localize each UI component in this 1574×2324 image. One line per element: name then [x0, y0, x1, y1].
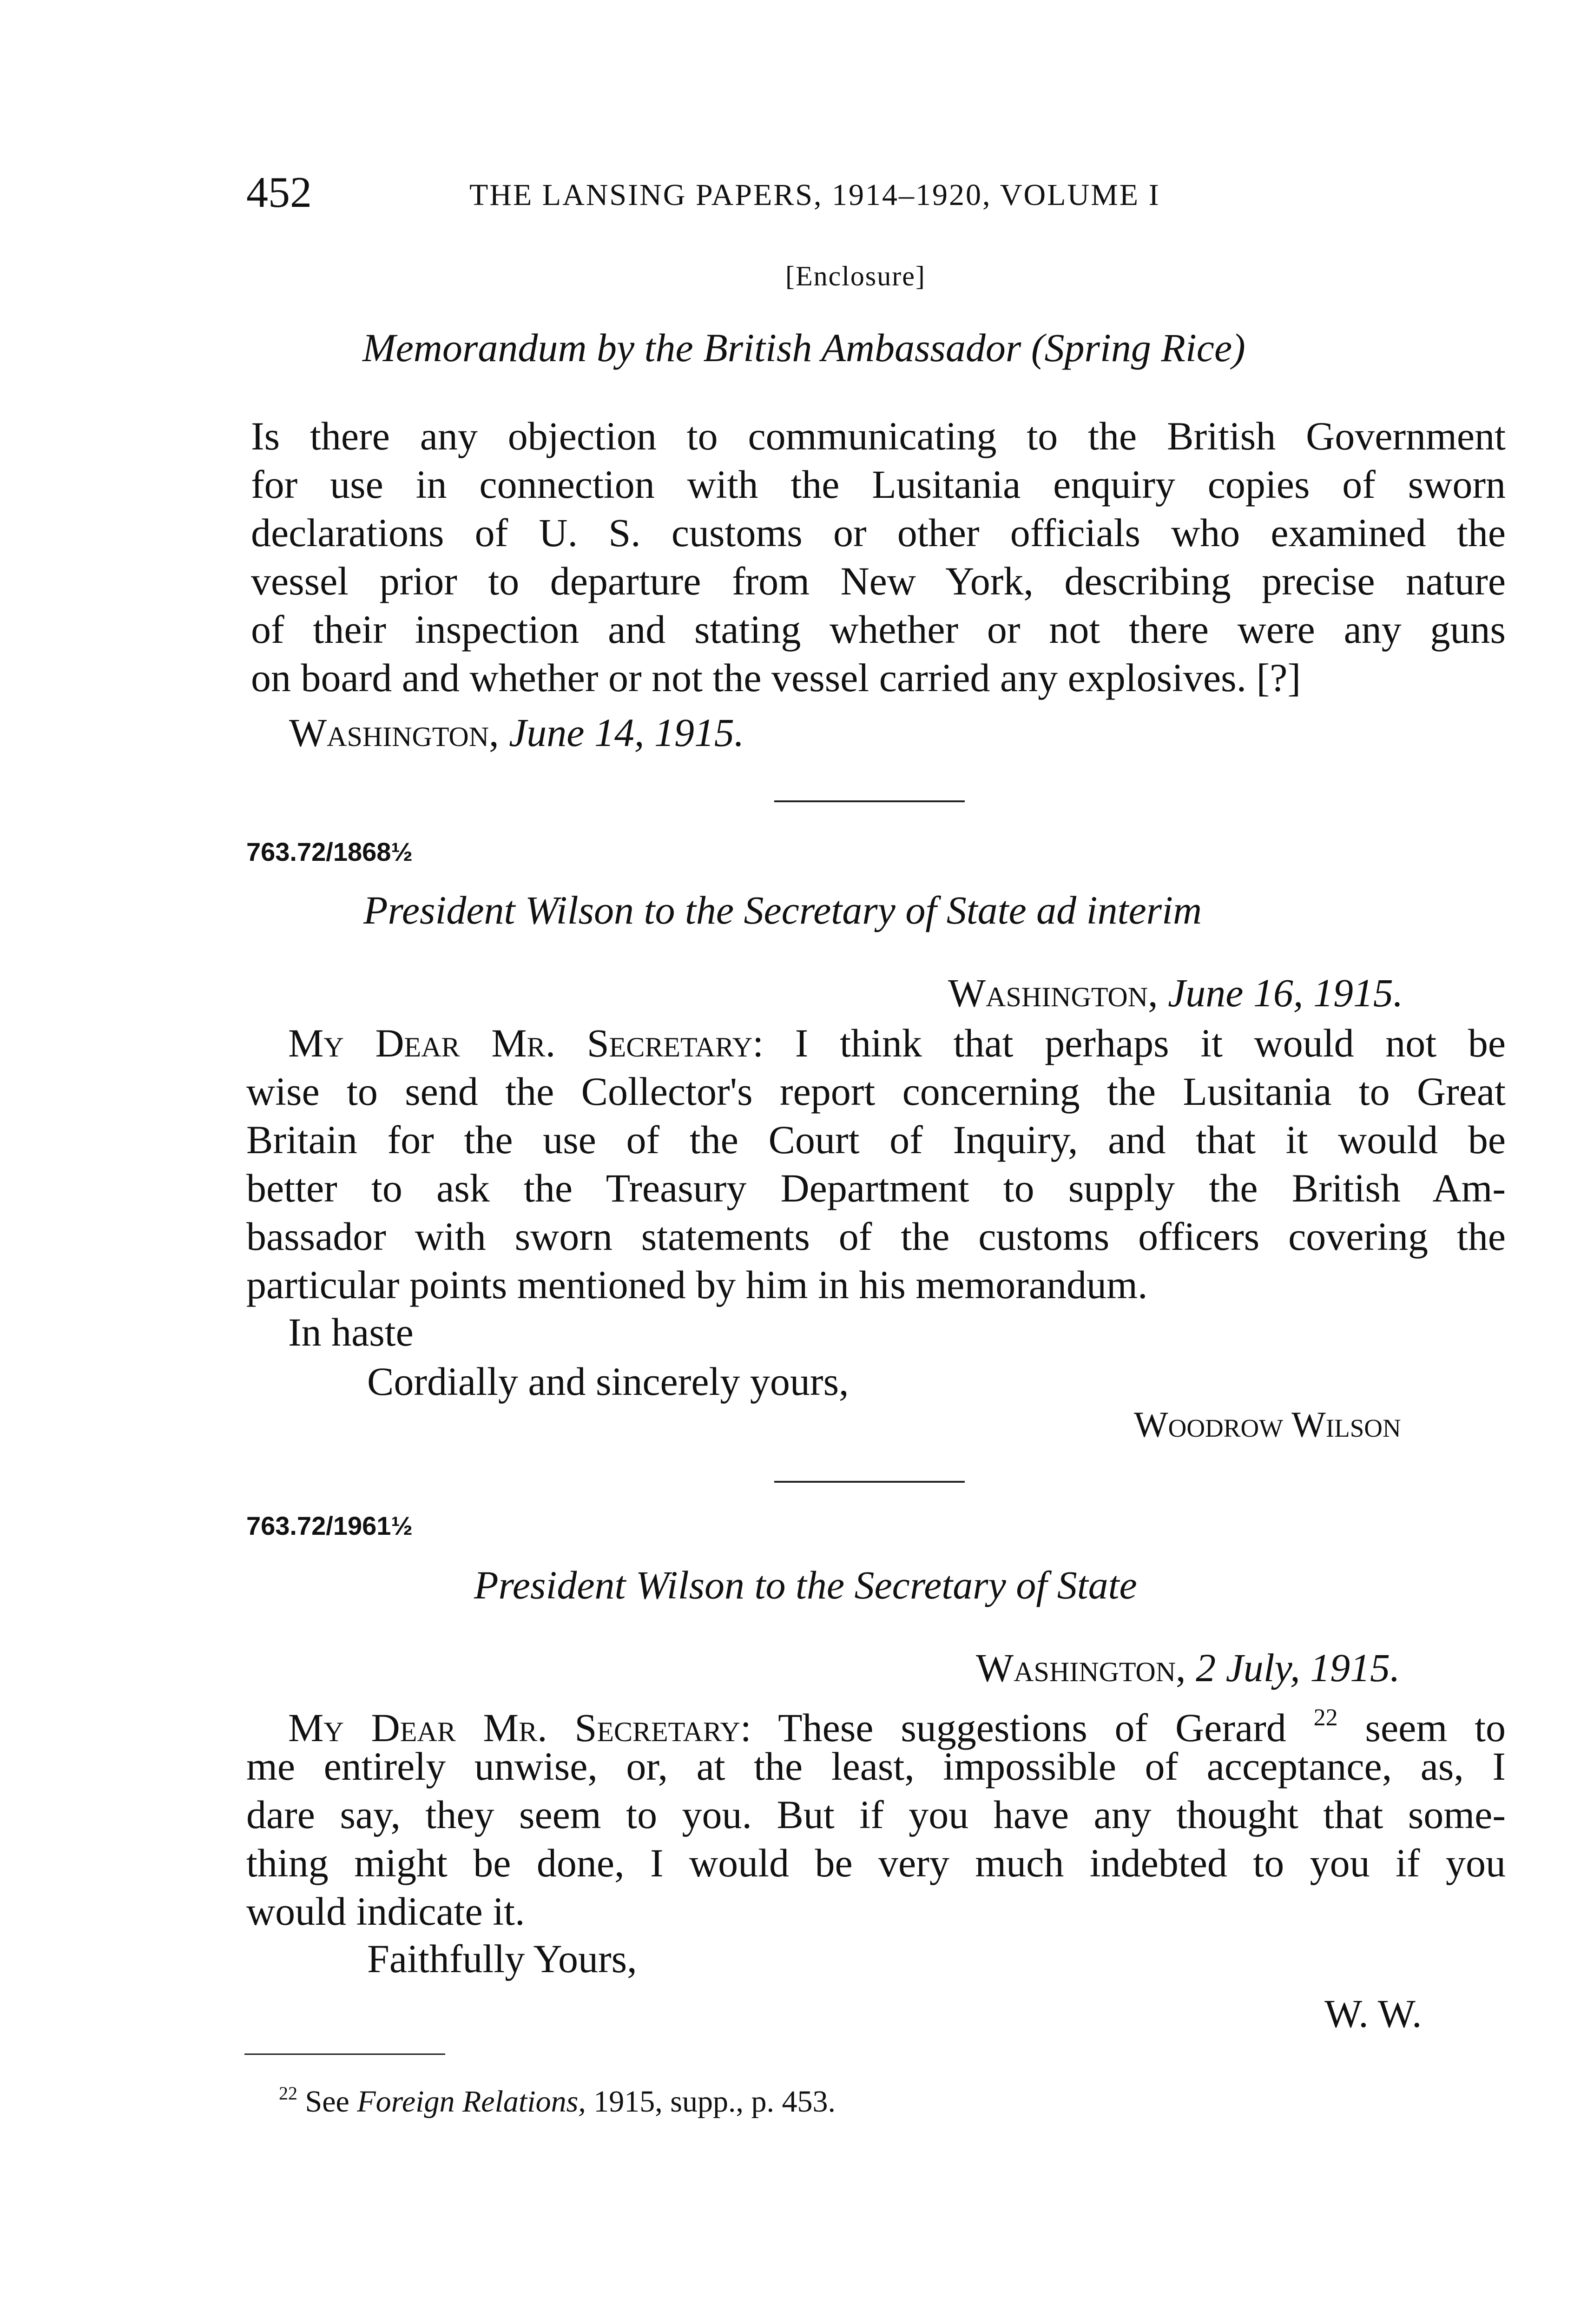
page-number: 452	[246, 168, 312, 217]
running-title: THE LANSING PAPERS, 1914–1920, VOLUME I	[469, 178, 1160, 212]
letter-line: thing might be done, I would be very much indebted to you if you	[246, 1841, 1506, 1885]
footnote-text: See	[305, 2085, 349, 2119]
letter-line: dare say, they seem to you. But if you have any thought that some-	[246, 1792, 1506, 1837]
dateline-place: Washington,	[976, 1645, 1186, 1690]
dateline-date: 2 July, 1915.	[1196, 1645, 1400, 1690]
postscript: In haste	[288, 1310, 414, 1354]
memo-line: declarations of U. S. customs or other officials who examined the	[251, 510, 1506, 555]
footnote-source: Foreign Relations,	[357, 2085, 586, 2119]
memo-line: for use in connection with the Lusitania enquiry copies of sworn	[251, 462, 1506, 507]
memo-line: of their inspection and stating whether or not there were any guns	[251, 607, 1506, 652]
closing: Faithfully Yours,	[367, 1936, 637, 1981]
footnote-number: 22	[279, 2083, 297, 2104]
letter-line: I think that perhaps it would not be	[795, 1021, 1506, 1065]
letter-first-line	[246, 1694, 1506, 1750]
footnote-reference[interactable]: 22	[1313, 1704, 1338, 1731]
letter-line: seem to	[1365, 1705, 1506, 1750]
memo-line: vessel prior to departure from New York, describing precise nature	[251, 559, 1506, 603]
memorandum-body	[251, 412, 1506, 702]
letter-body	[246, 1019, 1506, 1309]
letter-body	[246, 1694, 1506, 1935]
dateline-place: Washington,	[289, 710, 499, 755]
memo-line: Is there any objection to communicating to the British Government	[251, 414, 1506, 458]
letter-dateline	[976, 1644, 1400, 1691]
closing: Cordially and sincerely yours,	[367, 1359, 849, 1404]
letter-line: better to ask the Treasury Department to supply the British Am-	[246, 1166, 1506, 1210]
footnote-divider	[244, 2053, 445, 2055]
signature: W. W.	[1324, 1991, 1422, 2036]
dateline-place: Washington,	[948, 971, 1158, 1015]
signature: Woodrow Wilson	[1134, 1404, 1401, 1445]
salutation: My Dear Mr. Secretary:	[288, 1021, 764, 1065]
file-number: 763.72/1868½	[246, 837, 413, 866]
section-divider	[774, 1481, 965, 1483]
memorandum-title: Memorandum by the British Ambassador (Spring Rice)	[362, 325, 1245, 370]
letter-dateline	[948, 970, 1403, 1016]
salutation: My Dear Mr. Secretary:	[288, 1705, 751, 1750]
letter-line: Britain for the use of the Court of Inquiry, and that it would be	[246, 1117, 1506, 1162]
dateline-date: June 16, 1915.	[1168, 971, 1403, 1015]
memorandum-dateline	[289, 709, 744, 756]
memo-line: on board and whether or not the vessel carried any explosives. [?]	[251, 655, 1301, 700]
letter-line: These suggestions of Gerard	[778, 1705, 1286, 1750]
dateline-date: June 14, 1915.	[509, 710, 744, 755]
footnote-text: 1915, supp., p. 453.	[593, 2085, 836, 2119]
section-divider	[774, 800, 965, 802]
letter-line: bassador with sworn statements of the customs officers covering the	[246, 1214, 1506, 1259]
letter-title: President Wilson to the Secretary of State ad interim	[363, 888, 1202, 932]
enclosure-label: [Enclosure]	[785, 261, 926, 291]
footnote	[279, 2082, 836, 2119]
letter-line: wise to send the Collector's report concerning the Lusitania to Great	[246, 1069, 1506, 1114]
file-number: 763.72/1961½	[246, 1511, 413, 1540]
letter-line: would indicate it.	[246, 1889, 525, 1934]
letter-first-line	[246, 1019, 1506, 1067]
letter-title: President Wilson to the Secretary of State	[474, 1563, 1137, 1607]
letter-line: me entirely unwise, or, at the least, impossible of acceptance, as, I	[246, 1744, 1506, 1789]
letter-line: particular points mentioned by him in his memorandum.	[246, 1262, 1148, 1307]
